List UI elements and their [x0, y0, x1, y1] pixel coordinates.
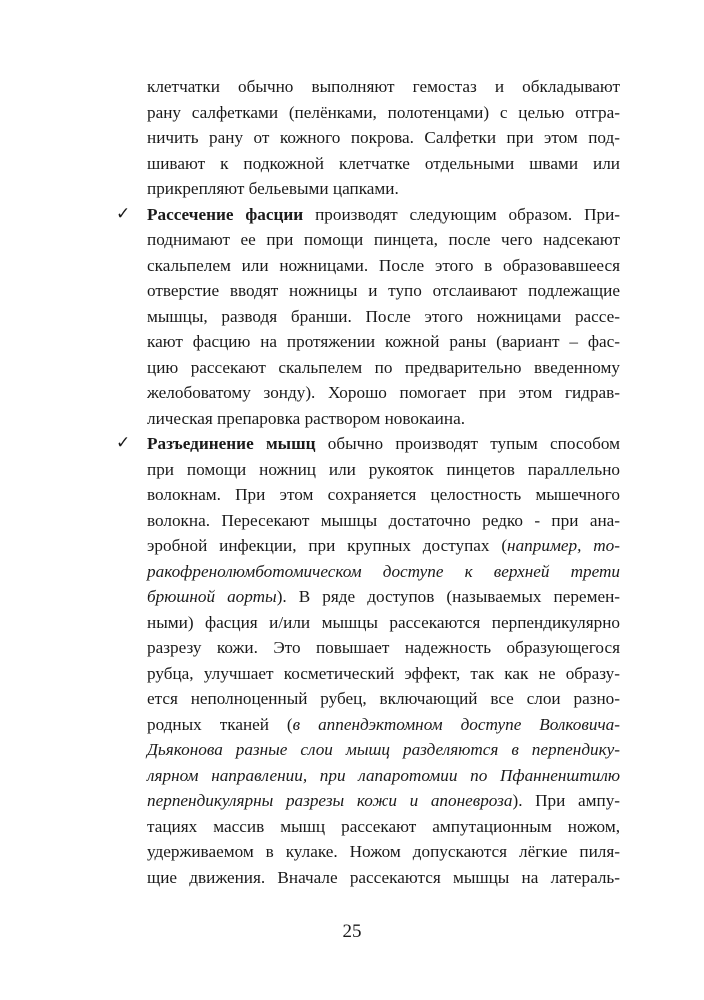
text-line: волокна. Пересекают мышцы достаточно редко - при ана- — [147, 510, 620, 530]
italic-run: например, то- — [507, 536, 620, 555]
italic-run: ракофренолюмботомическом доступе к верхней трети — [147, 561, 620, 581]
paragraph-continuation — [147, 74, 620, 202]
text-line — [147, 533, 620, 559]
text-run: эробной инфекции, при крупных доступах ( — [147, 536, 508, 555]
list-item-fascia — [147, 202, 620, 432]
text-line — [147, 202, 620, 228]
checkmark-icon: ✓ — [116, 433, 131, 453]
text-line: желобоватому зонду). Хорошо помогает при этом гидрав- — [147, 383, 620, 402]
text-line: тациях массив мышц рассекают ампутационным ножом, — [147, 816, 620, 836]
text-line: рану салфетками (пелёнками, полотенцами) с целью отгра- — [147, 102, 620, 122]
text-run: производят следующим образом. При- — [303, 204, 620, 224]
item-heading: Рассечение фасции — [147, 204, 304, 224]
text-run: ). При ампу- — [512, 791, 621, 810]
text-line — [147, 763, 620, 789]
text-line: лическая препаровка раствором новокаина. — [147, 408, 466, 428]
item-heading: Разъединение мышц — [147, 434, 316, 453]
text-line — [147, 712, 620, 738]
text-line — [147, 559, 620, 585]
text-line — [147, 584, 620, 610]
text-line: клетчатки обычно выполняют гемостаз и обкладывают — [147, 77, 620, 96]
text-line: ется неполноценный рубец, включающий все слои разно- — [147, 689, 620, 708]
text-line: удерживаемом в кулаке. Ножом допускаются лёгкие пиля- — [147, 842, 620, 861]
text-line: шивают к подкожной клетчатке отдельными швами или — [147, 153, 620, 173]
italic-run: брюшной аорты — [147, 587, 277, 606]
text-line: волокнам. При этом сохраняется целостность мышечного — [147, 485, 620, 504]
italic-run: в аппендэктомном доступе Волковича- — [292, 714, 620, 734]
text-run: родных тканей ( — [147, 714, 293, 734]
list-item-muscles — [147, 431, 620, 890]
text-line: кают фасцию на протяжении кожной раны (вариант – фас- — [147, 332, 620, 351]
text-line: разрезу кожи. Это повышает надежность образующегося — [147, 638, 620, 657]
text-line: ными) фасция и/или мышцы рассекаются перпендикулярно — [147, 612, 620, 632]
text-run: обычно производят тупым способом — [315, 434, 621, 453]
checkmark-icon: ✓ — [116, 203, 131, 224]
text-line: отверстие вводят ножницы и тупо отслаивают подлежащие — [147, 281, 620, 300]
text-line: прикрепляют бельевыми цапками. — [147, 179, 399, 198]
text-line: цию рассекают скальпелем по предварительно введенному — [147, 357, 620, 377]
text-line — [147, 431, 620, 457]
page-number: 25 — [342, 921, 362, 942]
text-line: ничить рану от кожного покрова. Салфетки при этом под- — [147, 128, 620, 147]
text-line — [147, 737, 620, 763]
text-line: поднимают ее при помощи пинцета, после чего надсекают — [147, 230, 620, 249]
text-line: рубца, улучшает косметический эффект, так как не образу- — [147, 663, 620, 683]
text-line — [147, 788, 620, 814]
italic-run: перпендикулярны разрезы кожи и апоневроза — [147, 791, 513, 810]
italic-run: лярном направлении, при лапаротомии по Пфанненштилю — [147, 765, 620, 785]
text-line: скальпелем или ножницами. После этого в образовавшееся — [147, 255, 620, 275]
text-line: мышцы, разводя бранши. После этого ножницами рассе- — [147, 306, 620, 326]
text-line: щие движения. Вначале рассекаются мышцы на латераль- — [147, 867, 620, 887]
italic-run: Дьяконова разные слои мышц разделяются в перпендику- — [147, 740, 620, 759]
text-line: при помощи ножниц или рукояток пинцетов параллельно — [147, 459, 620, 479]
text-run: ). В ряде доступов (называемых перемен- — [276, 587, 620, 606]
